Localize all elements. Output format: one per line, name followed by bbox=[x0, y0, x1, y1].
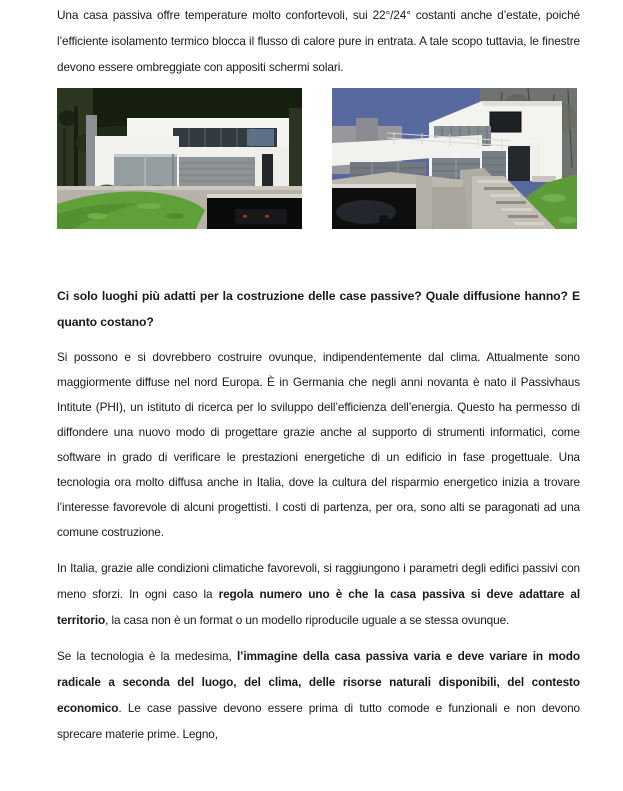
photo-row bbox=[57, 88, 580, 229]
photo-left-illustration bbox=[57, 88, 302, 229]
photo-passive-house-right bbox=[332, 88, 577, 229]
paragraph-tecnologia: Se la tecnologia è la medesima, l’immagine della casa passiva varia e deve variare in modo radicale a seconda del luogo, del clima, delle risorse naturali disponibili, del contesto economico. Le case passive devono essere prima di tutto comode e funzionali e non devono sprecare materie prime. Legno, bbox=[57, 649, 581, 741]
paragraph-intro: Una casa passiva offre temperature molto confortevoli, sui 22°/24° costanti anche d’estate, poiché l’efficiente isolamento termico blocca il flusso di calore pure in entrata. A tale scopo tuttavia, le finestre devono essere ombreggiate con appositi schermi solari. bbox=[57, 8, 580, 74]
section-heading: Ci solo luoghi più adatti per la costruzione delle case passive? Quale diffusione hanno? E quanto costano? bbox=[57, 289, 580, 329]
paragraph-diffusione: Si possono e si dovrebbero costruire ovunque, indipendentemente dal clima. Attualmente sono maggiormente diffuse nel nord Europa. È in Germania che negli anni novanta è nato il Passivhaus Intitute (PHI), un istituto di ricerca per lo sviluppo dell’efficienza dell’energia. Questo ha permesso di diffondere una nuovo modo di progettare grazie anche al supporto di strumenti informatici, come software in grado di verificare le prestazioni energetiche di un edificio in fase progettuale. Una tecnologia ora molto diffusa anche in Italia, dove la cultura del risparmio energetico inizia a trovare l’interesse favorevole di alcuni progettisti. I costi di partenza, per ora, sono alti se paragonati ad una comune costruzione. bbox=[57, 350, 580, 539]
paragraph-italia: In Italia, grazie alle condizioni climatiche favorevoli, si raggiungono i parametri degli edifici passivi con meno sforzi. In ogni caso la regola numero uno è che la casa passiva si deve adattare al territorio, la casa non è un format o un modello riproducile uguale a se stessa ovunque. bbox=[57, 561, 580, 627]
photo-right-illustration bbox=[332, 88, 577, 229]
photo-passive-house-left bbox=[57, 88, 302, 229]
